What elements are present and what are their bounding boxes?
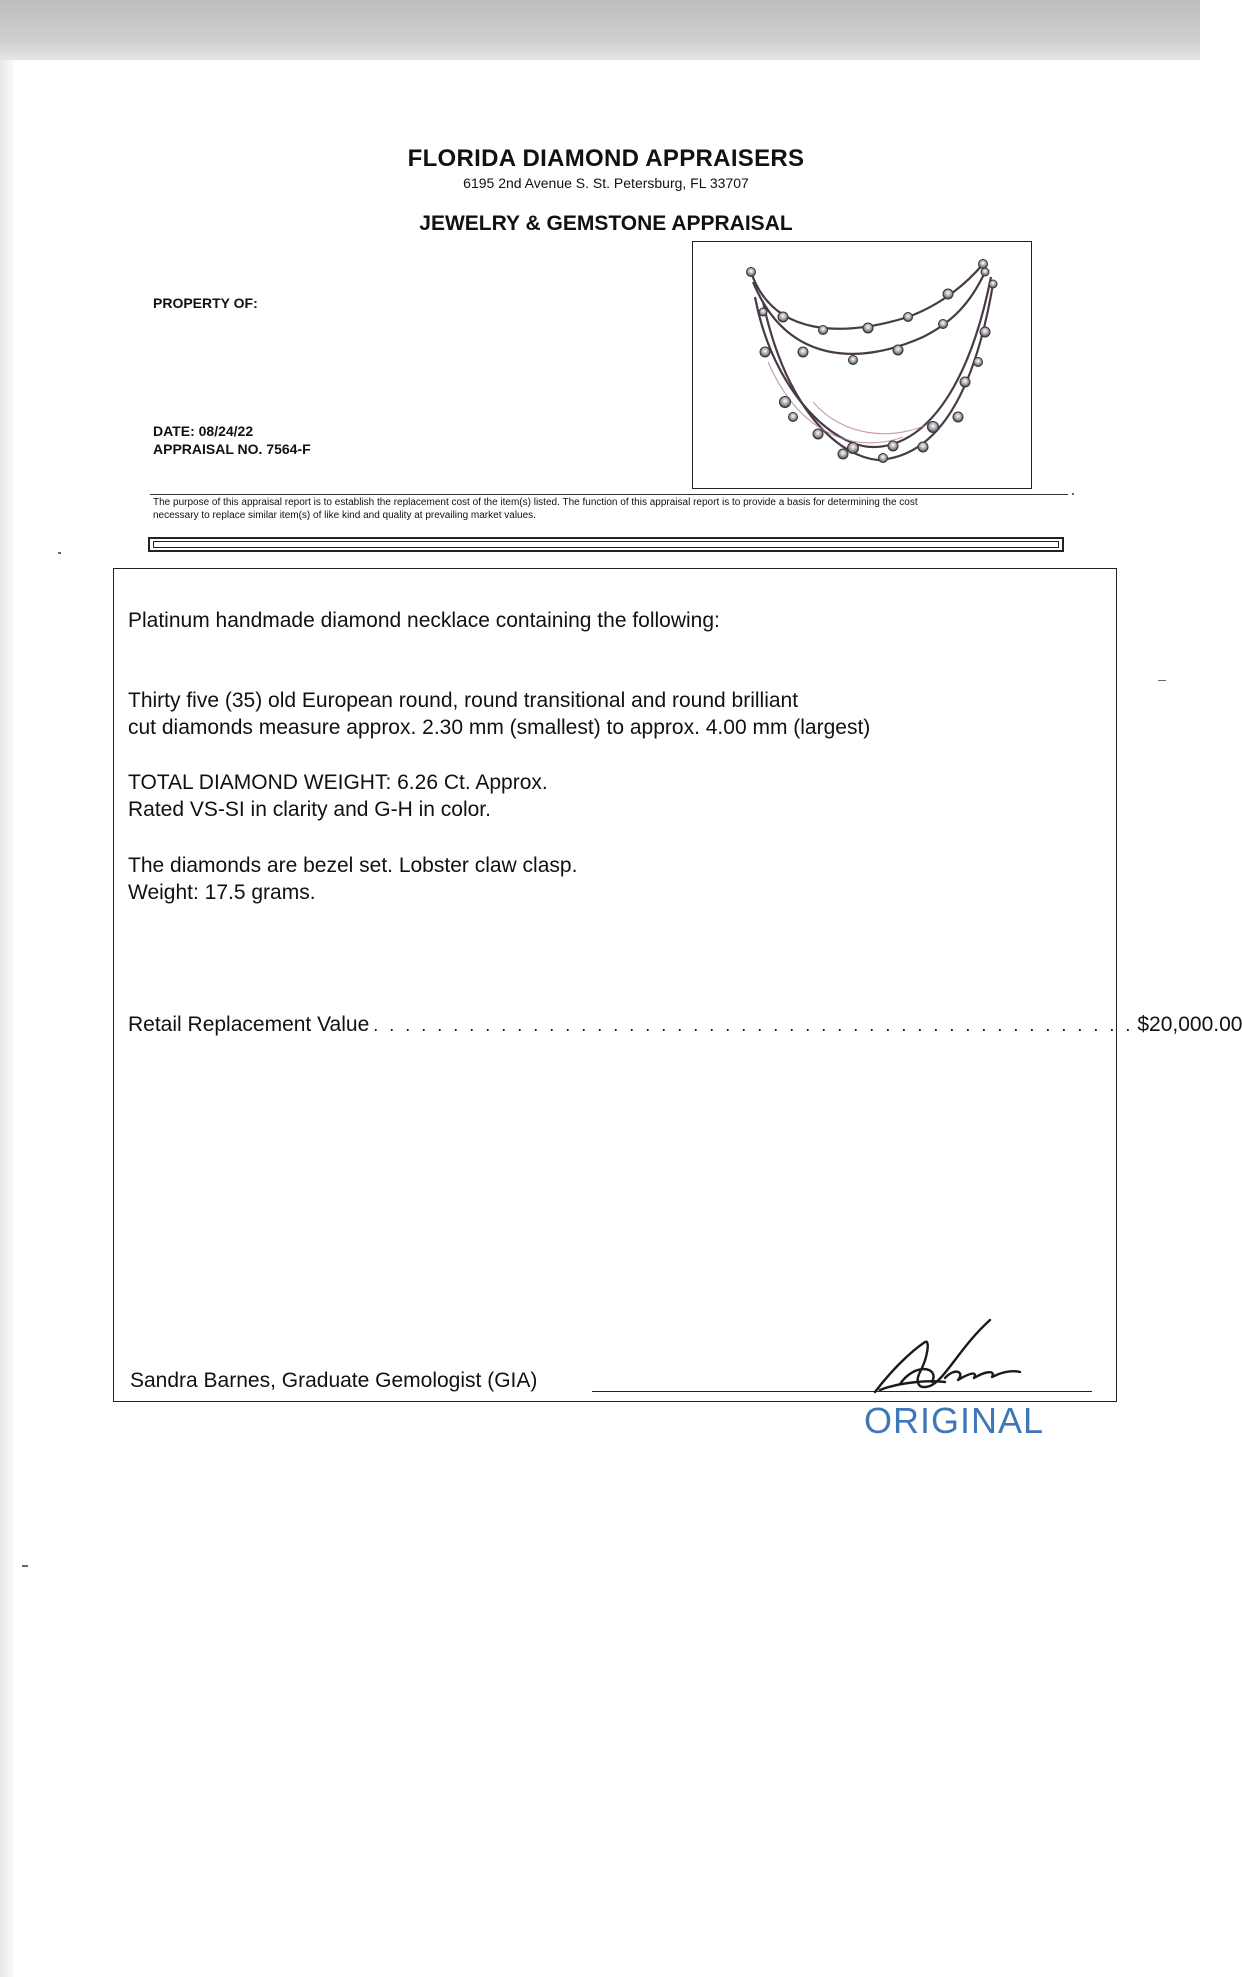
property-of-label: PROPERTY OF: <box>153 295 258 311</box>
total-weight: TOTAL DIAMOND WEIGHT: 6.26 Ct. Approx. <box>128 771 548 794</box>
scan-shadow-top <box>0 0 1200 60</box>
clarity-color: Rated VS-SI in clarity and G-H in color. <box>128 798 491 821</box>
decorative-double-bar <box>148 537 1064 552</box>
diamond-description-line-1: Thirty five (35) old European round, round transitional and round brilliant <box>128 689 799 712</box>
disclaimer <box>153 496 1073 522</box>
signature-icon <box>870 1312 1050 1407</box>
appraiser-name: Sandra Barnes, Graduate Gemologist (GIA) <box>130 1369 538 1392</box>
replacement-value-amount: $20,000.00 <box>1137 1013 1242 1036</box>
appraisal-number: APPRAISAL NO. 7564-F <box>153 441 311 457</box>
scan-speck <box>58 552 61 554</box>
company-address: 6195 2nd Avenue S. St. Petersburg, FL 33707 <box>463 175 749 191</box>
disclaimer-line-1: The purpose of this appraisal report is to establish the replacement cost of the item(s) listed. The function of this appraisal report is to provide a basis for determining the cost <box>153 497 918 508</box>
original-stamp: ORIGINAL <box>864 1400 1045 1441</box>
scan-shadow-left <box>0 60 14 1977</box>
setting-clasp: The diamonds are bezel set. Lobster claw clasp. <box>128 854 578 877</box>
disclaimer-line-2: necessary to replace similar item(s) of like kind and quality at prevailing market values. <box>153 510 536 521</box>
leader-dots: . . . . . . . . . . . . . . . . . . . . . . . . . . . . . . . . . . . . . . . . . . . . . . . . <box>373 1015 1134 1035</box>
header-rule <box>150 494 1068 495</box>
appraisal-date: DATE: 08/24/22 <box>153 423 254 439</box>
item-weight: Weight: 17.5 grams. <box>128 881 316 904</box>
diamond-description-line-2: cut diamonds measure approx. 2.30 mm (smallest) to approx. 4.00 mm (largest) <box>128 716 871 739</box>
document-title: JEWELRY & GEMSTONE APPRAISAL <box>419 212 793 235</box>
replacement-value-row <box>128 1013 1242 1037</box>
company-name: FLORIDA DIAMOND APPRAISERS <box>407 145 805 172</box>
item-intro: Platinum handmade diamond necklace containing the following: <box>128 609 720 632</box>
scan-speck <box>22 1565 28 1567</box>
necklace-photo <box>692 241 1032 489</box>
scan-speck <box>1158 680 1166 681</box>
scan-speck <box>1072 493 1074 495</box>
replacement-value-label: Retail Replacement Value <box>128 1013 370 1036</box>
necklace-illustration <box>693 242 1031 488</box>
